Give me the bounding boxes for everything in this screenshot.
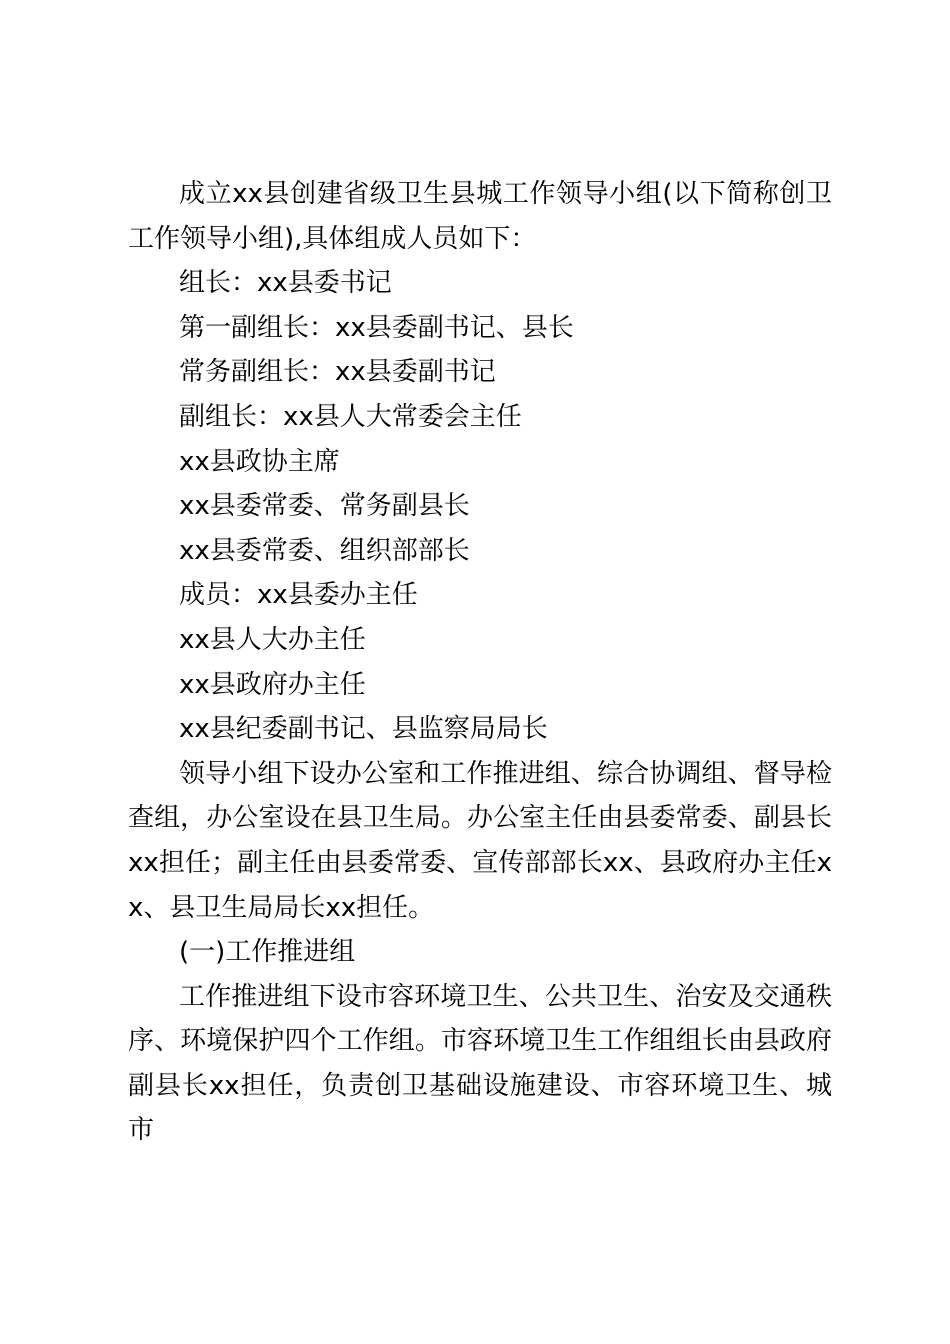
member-line-cppcc-chair: xx县政协主席: [179, 446, 340, 477]
paragraph-office-setup: 领导小组下设办公室和工作推进组、综合协调组、督导检查组，办公室设在县卫生局。办公室主任由县委常委、副县长xx担任；副主任由县委常委、宣传部部长xx、县政府办主任xx、县卫生局局长xx担任。: [128, 758, 832, 923]
member-line-deputy: 副组长：xx县人大常委会主任: [179, 401, 522, 432]
member-line-executive-deputy: 常务副组长：xx县委副书记: [179, 357, 496, 388]
paragraph-work-promotion: 工作推进组下设市容环境卫生、公共卫生、治安及交通秩序、环境保护四个工作组。市容环境卫生工作组组长由县政府副县长xx担任，负责创卫基础设施建设、市容环境卫生、城市: [128, 981, 832, 1146]
member-line-first-deputy: 第一副组长：xx县委副书记、县长: [179, 312, 574, 343]
member-line-members: 成员：xx县委办主任: [179, 580, 418, 611]
member-line-government-office: xx县政府办主任: [179, 669, 366, 700]
paragraph-intro: 成立xx县创建省级卫生县城工作领导小组(以下简称创卫工作领导小组),具体组成人员如下：: [128, 179, 832, 254]
member-line-discipline-inspection: xx县纪委副书记、县监察局局长: [179, 714, 548, 745]
document-body: [128, 172, 832, 1153]
member-line-standing-vice-magistrate: xx县委常委、常务副县长: [179, 491, 470, 522]
member-line-organization-head: xx县委常委、组织部部长: [179, 535, 470, 566]
member-line-leader: 组长：xx县委书记: [179, 268, 392, 299]
member-line-npc-office: xx县人大办主任: [179, 624, 366, 655]
section-heading-work-promotion: (一)工作推进组: [179, 937, 356, 968]
